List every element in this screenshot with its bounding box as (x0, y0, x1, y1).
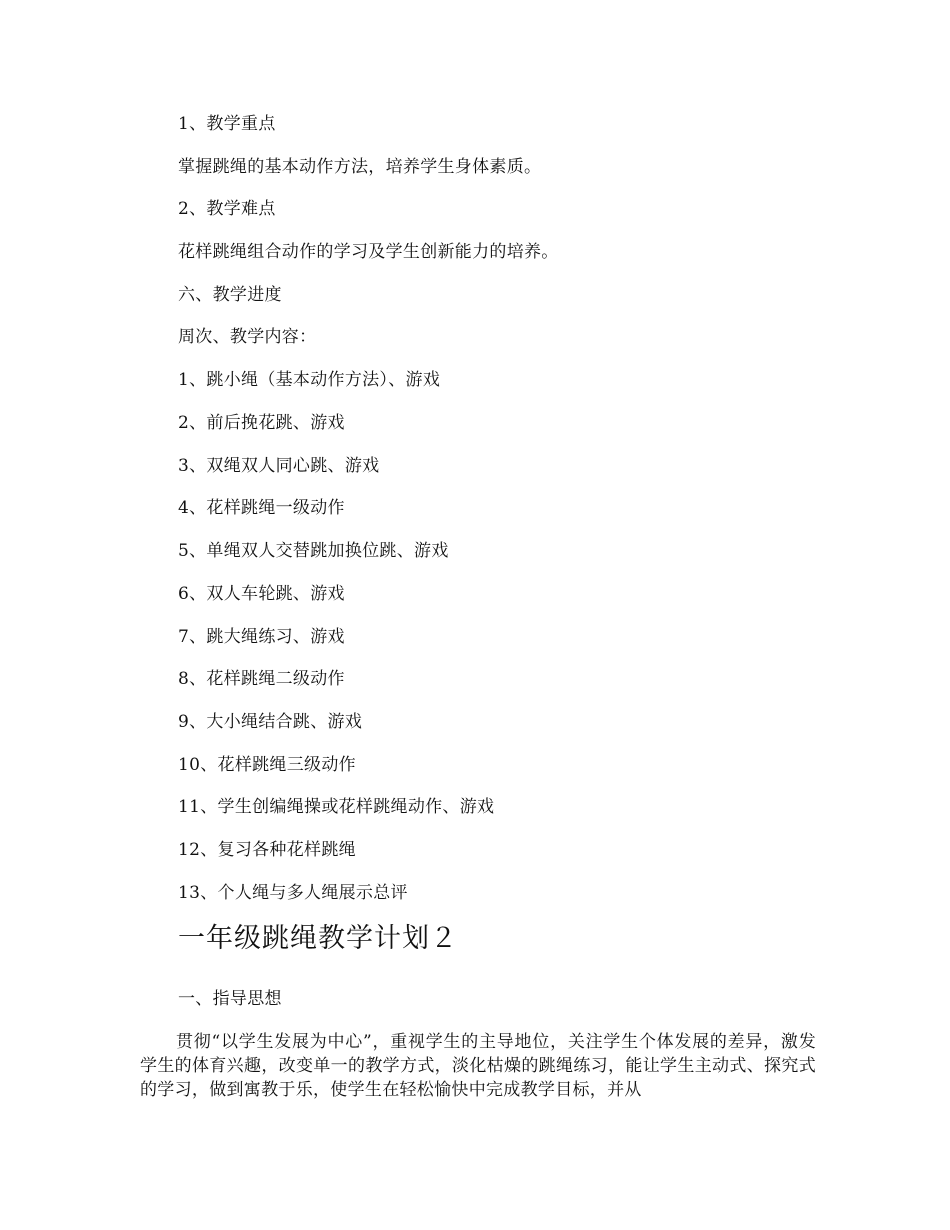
section-label-teaching-focus: 1、教学重点 (178, 114, 276, 134)
list-item: 7、跳大绳练习、游戏 (178, 627, 345, 647)
list-item: 2、前后挽花跳、游戏 (178, 413, 345, 433)
document-heading: 一年级跳绳教学计划２ (178, 923, 458, 954)
text-line: 花样跳绳组合动作的学习及学生创新能力的培养。 (178, 242, 559, 262)
list-item: 13、个人绳与多人绳展示总评 (178, 883, 408, 903)
list-item: 10、花样跳绳三级动作 (178, 755, 356, 775)
body-paragraph: 贯彻“以学生发展为中心”，重视学生的主导地位，关注学生个体发展的差异，激发学生的体育兴趣，改变单一的教学方式，淡化枯燥的跳绳练习，能让学生主动式、探究式的学习，做到寓教于乐，使学生在轻松愉快中完成教学目标，并从 (140, 1032, 816, 1100)
list-item: 8、花样跳绳二级动作 (178, 669, 345, 689)
section-label-teaching-progress: 六、教学进度 (178, 285, 282, 305)
list-item: 6、双人车轮跳、游戏 (178, 584, 345, 604)
section-label-guiding-ideology: 一、指导思想 (178, 989, 282, 1009)
text-line: 掌握跳绳的基本动作方法，培养学生身体素质。 (178, 157, 542, 177)
list-item: 11、学生创编绳操或花样跳绳动作、游戏 (178, 797, 495, 817)
section-label-teaching-difficulty: 2、教学难点 (178, 199, 276, 219)
list-item: 1、跳小绳（基本动作方法）、游戏 (178, 370, 441, 390)
list-item: 9、大小绳结合跳、游戏 (178, 712, 363, 732)
list-item: 4、花样跳绳一级动作 (178, 498, 345, 518)
list-item: 3、双绳双人同心跳、游戏 (178, 456, 380, 476)
text-line: 周次、教学内容： (178, 327, 317, 347)
list-item: 12、复习各种花样跳绳 (178, 840, 356, 860)
list-item: 5、单绳双人交替跳加换位跳、游戏 (178, 541, 449, 561)
